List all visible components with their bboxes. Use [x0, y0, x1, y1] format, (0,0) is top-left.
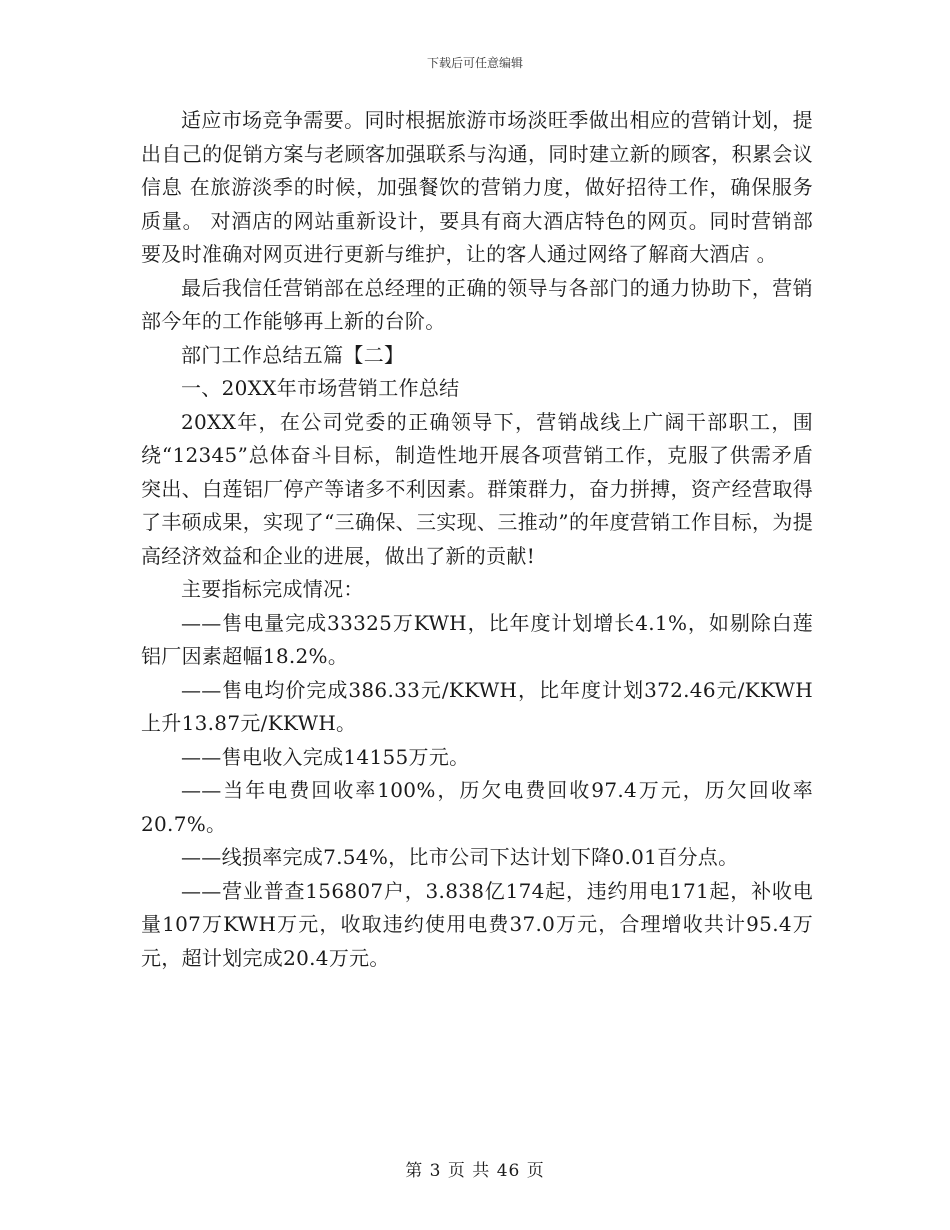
list-item: ——售电收入完成14155万元。: [181, 744, 470, 769]
list-item: ——营业普查156807户，3.838亿174起，违约用电171起，补收电量107万KWH万元，收取违约使用电费37.0万元，合理增收共计95.4万元，超计划完成20.4万元。: [141, 878, 813, 970]
section-heading: 部门工作总结五篇【二】: [181, 342, 405, 367]
paragraph: 适应市场竞争需要。同时根据旅游市场淡旺季做出相应的营销计划，提出自己的促销方案与老顾客加强联系与沟通，同时建立新的顾客，积累会议信息 在旅游淡季的时候，加强餐饮的营销力度，做好招待工作，确保服务质量。 对酒店的网站重新设计，要具有商大酒店特色的网页。同时营销部要及时准确对网页进行更新与维护，让的客人通过网络了解商大酒店 。: [141, 108, 813, 266]
list-item: ——售电量完成33325万KWH，比年度计划增长4.1%，如剔除白莲铝厂因素超幅18.2%。: [141, 610, 814, 668]
document-body: [141, 104, 813, 975]
paragraph: 主要指标完成情况：: [181, 577, 364, 601]
paragraph: 20XX年，在公司党委的正确领导下，营销战线上广阔干部职工，围绕“12345”总体奋斗目标，制造性地开展各项营销工作，克服了供需矛盾突出、白莲铝厂停产等诸多不利因素。群策群力，奋力拼搏，资产经营取得了丰硕成果，实现了“三确保、三实现、三推动”的年度营销工作目标，为提高经济效益和企业的进展，做出了新的贡献!: [141, 409, 813, 568]
page-header: 下载后可任意编辑: [426, 56, 523, 70]
subsection-heading: 一、20XX年市场营销工作总结: [181, 376, 460, 400]
page-footer: 第 3 页 共 46 页: [405, 1161, 545, 1181]
list-item: ——当年电费回收率100%，历欠电费回收97.4万元，历欠回收率20.7%。: [141, 778, 813, 836]
list-item: ——线损率完成7.54%，比市公司下达计划下降0.01百分点。: [181, 845, 739, 869]
list-item: ——售电均价完成386.33元/KKWH，比年度计划372.46元/KKWH上升13.87元/KKWH。: [141, 677, 813, 735]
paragraph: 最后我信任营销部在总经理的正确的领导与各部门的通力协助下，营销部今年的工作能够再上新的台阶。: [141, 275, 813, 333]
